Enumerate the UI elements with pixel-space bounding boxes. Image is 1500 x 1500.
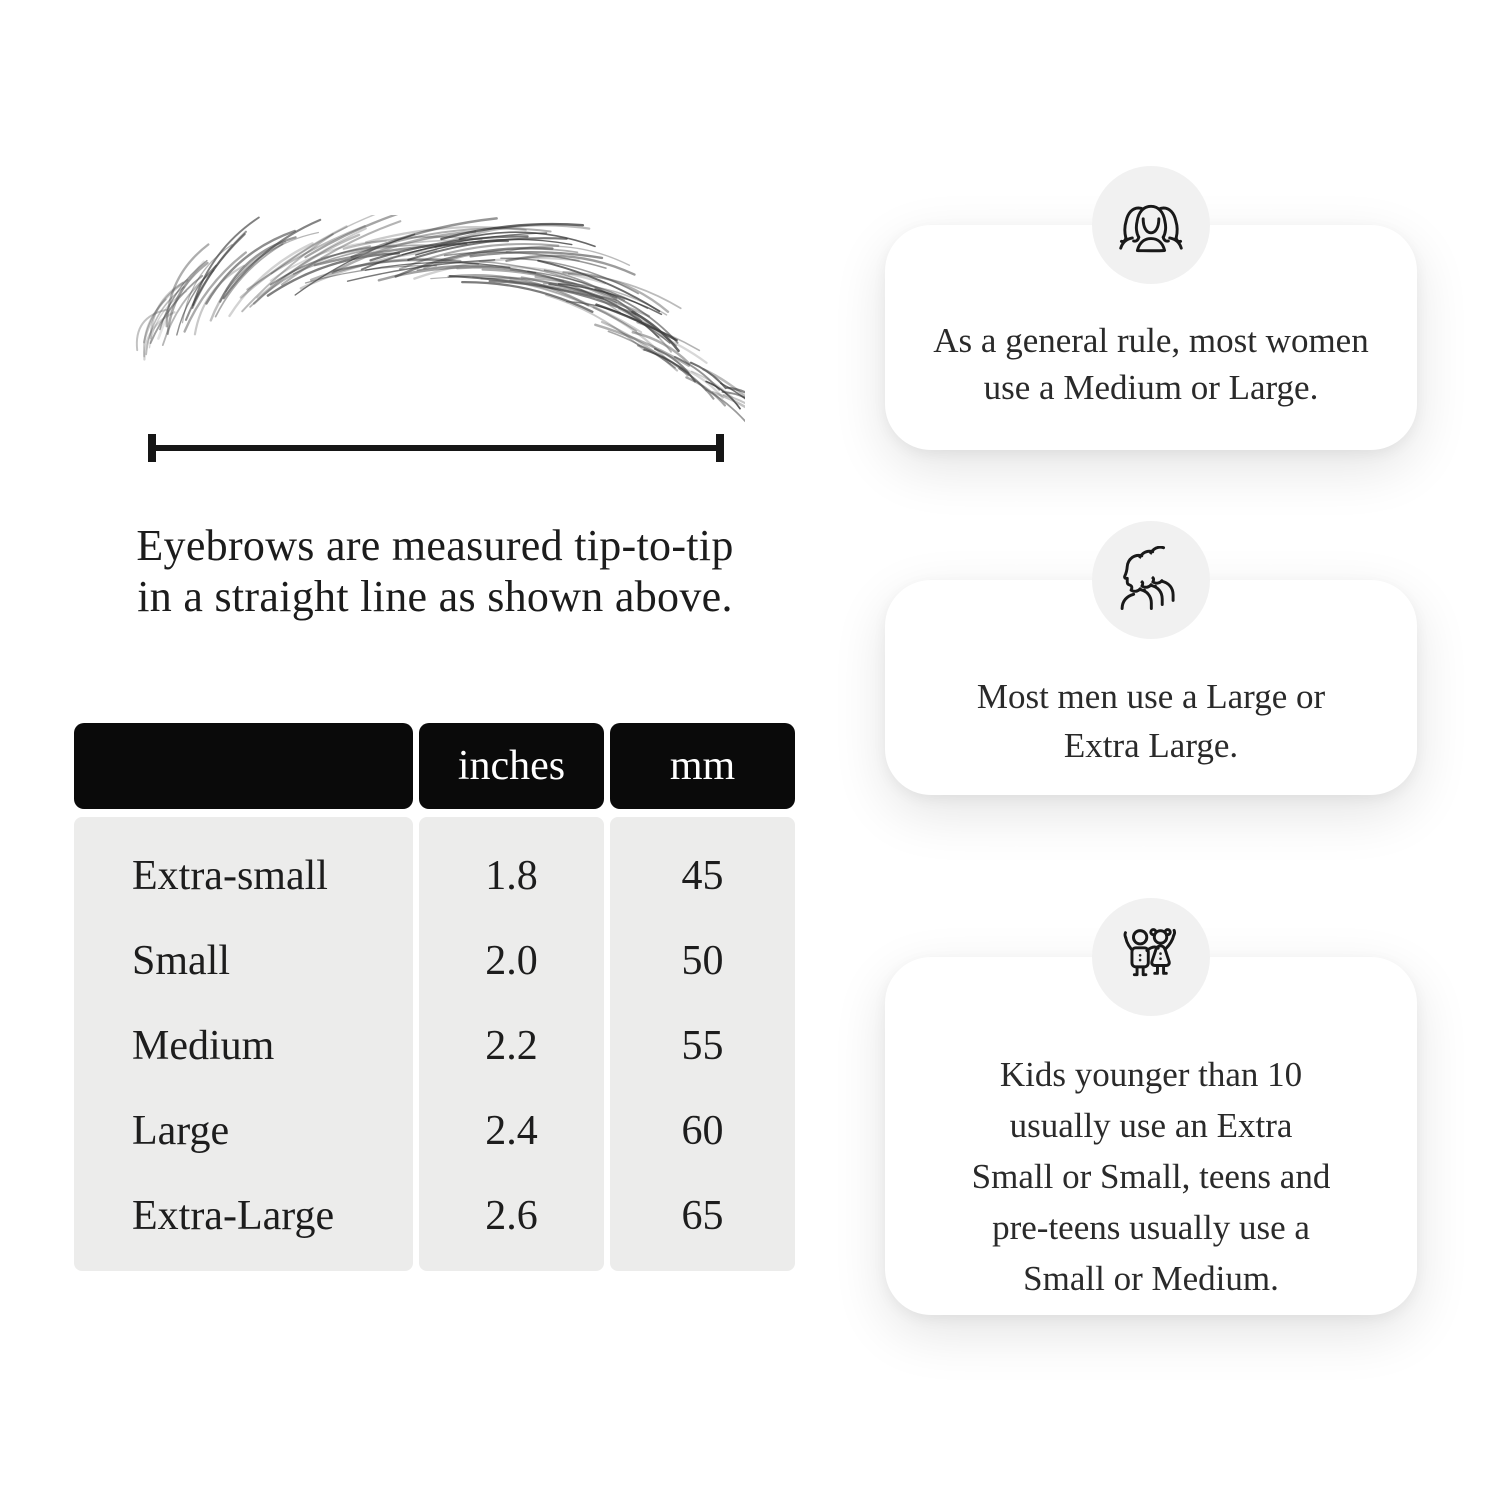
women-group-icon bbox=[1117, 191, 1185, 259]
card-kids-recommendation bbox=[885, 957, 1417, 1315]
card-men-recommendation bbox=[885, 580, 1417, 795]
card-text-line: use a Medium or Large. bbox=[983, 368, 1319, 407]
table-row-label: Medium bbox=[132, 1022, 275, 1069]
table-cell-mm: 55 bbox=[681, 1022, 724, 1069]
card-text-line: Small or Small, teens and bbox=[971, 1157, 1331, 1196]
size-table bbox=[74, 723, 795, 1271]
table-row-label: Extra-Large bbox=[132, 1192, 335, 1239]
kids-icon bbox=[1117, 923, 1185, 991]
size-table-body bbox=[74, 817, 795, 1271]
caption-line-2: in a straight line as shown above. bbox=[137, 572, 733, 621]
table-cell-inches: 2.4 bbox=[485, 1107, 538, 1154]
card-text-line: Kids younger than 10 bbox=[999, 1055, 1303, 1094]
eyebrow-sketch bbox=[137, 215, 745, 421]
table-row-label: Large bbox=[132, 1107, 230, 1154]
men-group-icon bbox=[1117, 546, 1185, 614]
card-text-line: As a general rule, most women bbox=[933, 321, 1369, 360]
card-icon-badge bbox=[1092, 166, 1210, 284]
card-text-line: usually use an Extra bbox=[1009, 1106, 1293, 1145]
table-cell-inches: 2.2 bbox=[485, 1022, 538, 1069]
table-cell-mm: 45 bbox=[681, 853, 724, 900]
size-label-column bbox=[74, 817, 413, 1271]
table-cell-inches: 2.6 bbox=[485, 1192, 538, 1239]
eyebrow-illustration bbox=[115, 215, 745, 475]
card-icon-badge bbox=[1092, 898, 1210, 1016]
table-cell-mm: 60 bbox=[681, 1107, 724, 1154]
card-text-line: Extra Large. bbox=[1063, 726, 1239, 765]
table-row-label: Extra-small bbox=[132, 853, 328, 900]
header-cell-size bbox=[74, 723, 413, 809]
inches-column bbox=[419, 817, 604, 1271]
measurement-caption bbox=[85, 520, 785, 622]
card-text-line: Most men use a Large or bbox=[976, 677, 1326, 716]
mm-column bbox=[610, 817, 795, 1271]
caption-line-1: Eyebrows are measured tip-to-tip bbox=[136, 521, 734, 570]
card-women-recommendation bbox=[885, 225, 1417, 450]
table-cell-mm: 65 bbox=[681, 1192, 724, 1239]
table-cell-mm: 50 bbox=[681, 938, 724, 985]
table-cell-inches: 1.8 bbox=[485, 853, 538, 900]
table-row-label: Small bbox=[132, 938, 231, 985]
header-cell-inches: inches bbox=[419, 723, 604, 809]
card-text-line: Small or Medium. bbox=[1023, 1259, 1279, 1298]
header-cell-mm: mm bbox=[610, 723, 795, 809]
measurement-line bbox=[152, 434, 720, 462]
size-table-header-row bbox=[74, 723, 795, 809]
table-cell-inches: 2.0 bbox=[485, 938, 538, 985]
card-icon-badge bbox=[1092, 521, 1210, 639]
card-text-line: pre-teens usually use a bbox=[992, 1208, 1310, 1247]
